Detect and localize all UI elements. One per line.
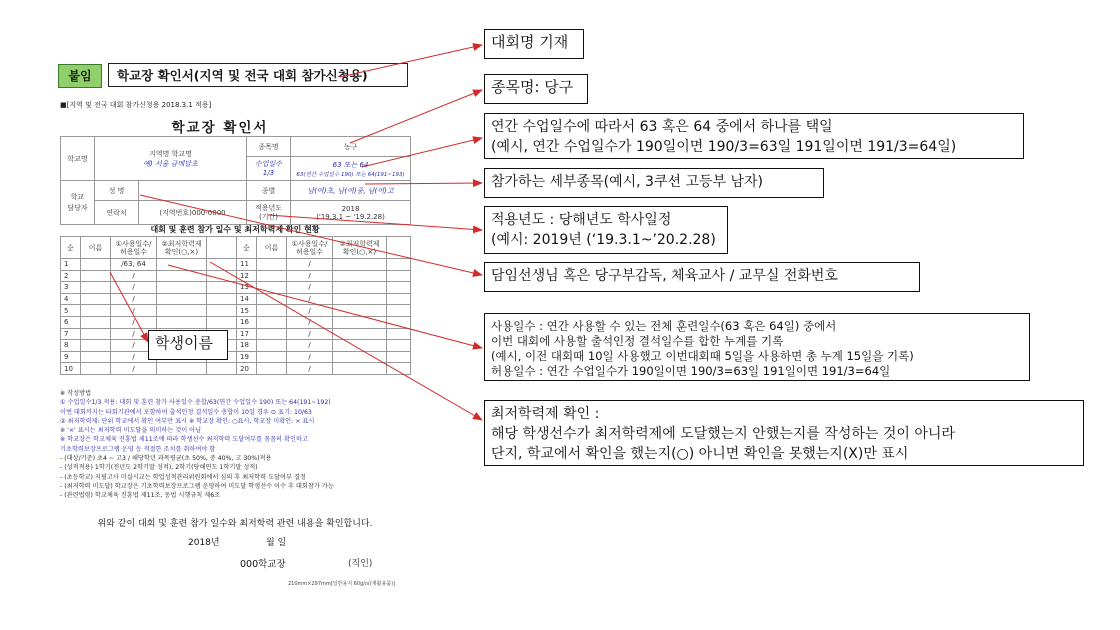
principal-name: 000학교장 bbox=[240, 559, 286, 570]
row-no: 8 bbox=[61, 340, 81, 352]
row-days[interactable]: / bbox=[111, 305, 157, 317]
event-label: 종목명 bbox=[247, 137, 291, 157]
row-no: 4 bbox=[61, 293, 81, 305]
row-days[interactable]: / bbox=[287, 270, 333, 282]
row-days[interactable]: / bbox=[111, 293, 157, 305]
row-no: 10 bbox=[61, 363, 81, 375]
annotation-text: 이번 대회에 사용할 출석인정 결석일수를 합한 누계를 기록 bbox=[491, 334, 784, 348]
row-days[interactable]: / bbox=[287, 328, 333, 340]
event-value: 농구 bbox=[291, 137, 411, 157]
reference-line: ■[지역 및 전국 대회 참가신청용 2018.3.1 적용] bbox=[60, 101, 212, 109]
annotation-text: 참가하는 세부종목(예시, 3쿠션 고등부 남자) bbox=[491, 174, 763, 190]
days-value: 63 또는 64 bbox=[332, 160, 369, 169]
row-days[interactable]: / bbox=[287, 351, 333, 363]
annotation-text: 단지, 학교에서 확인을 했는지(○) 아니면 확인을 못했는지(X)만 표시 bbox=[491, 446, 909, 462]
annotation-category bbox=[484, 168, 824, 198]
arrow-student-name bbox=[110, 272, 148, 342]
annotation-text: 사용일수 : 연간 사용할 수 있는 전체 훈련일수(63 혹은 64일) 중에서 bbox=[491, 319, 837, 333]
note-line: 이번 대회까지는 타회기관에서 포함하여 출석인정 결석일수 총합이 10일 경우 ⊙ 표기: 10/63 bbox=[60, 408, 312, 416]
confirm-text: 위와 같이 대회 및 훈련 참가 일수와 최저학력 관련 내용을 확인합니다. bbox=[97, 519, 373, 529]
row-days[interactable]: / bbox=[111, 340, 157, 352]
annotation-year bbox=[484, 206, 728, 254]
annotation-text: (예시: 2019년 (‘19.3.1~’20.2.28) bbox=[491, 232, 716, 248]
row-days[interactable]: / bbox=[111, 270, 157, 282]
col-name: 이름 bbox=[81, 237, 111, 259]
col-days: ①사용일수/ 허용일수 bbox=[111, 237, 157, 259]
arrow-event-name bbox=[340, 45, 482, 77]
note-line: - (관련법령) 학교체육 진흥법 제11조, 동법 시행규칙 제6조 bbox=[60, 492, 221, 500]
row-no: 3 bbox=[61, 282, 81, 294]
note-line: ② 최저학력제: 단위 학교에서 확인 여부만 표시 ※ 학교장 확인: ○표시, 학교장 미확인: × 표시 bbox=[60, 417, 315, 425]
note-line: - (대상/기준) 초4 ~ 고3 / 해당학년 과목평균(초 50%, 중 40%, 고 30%)적용 bbox=[60, 455, 272, 463]
row-no: 6 bbox=[61, 316, 81, 328]
manager-label: 학교 담당자 bbox=[61, 181, 95, 225]
category-label: 종별 bbox=[247, 181, 291, 201]
seal-label: (직인) bbox=[348, 559, 373, 569]
arrow-category bbox=[365, 183, 482, 184]
annotation-text: 학생이름 bbox=[155, 334, 213, 352]
section-title: 대회 및 훈련 참가 일수 및 최저학력제 확인 현황 bbox=[150, 225, 320, 234]
annotation-text: 허용일수 : 연간 수업일수가 190일이면 190/3=63일 191일이면 191/3=64일 bbox=[491, 364, 891, 378]
name-label: 성 명 bbox=[95, 181, 139, 201]
note-line: - (성적적용) 1학기(전년도 2학기말 성적), 2학기(당해연도 1학기말 성적) bbox=[60, 464, 258, 472]
year-value: 2018 bbox=[341, 204, 360, 213]
row-days[interactable]: / bbox=[287, 259, 333, 271]
days-label: 수업일수 1/3 bbox=[247, 157, 291, 181]
annotation-teacher bbox=[484, 262, 920, 292]
contact-label: 연락처 bbox=[95, 201, 139, 225]
row-days[interactable]: / bbox=[111, 282, 157, 294]
note-line: - (초등학교) 지필고사 미실시교는 학업성적관리위원회에서 심의 후 최저학력 도달여부 결정 bbox=[60, 473, 306, 481]
row-days[interactable]: / bbox=[111, 351, 157, 363]
school-example: 예) 서울 금메달초 bbox=[143, 159, 198, 168]
row-days[interactable]: / bbox=[287, 293, 333, 305]
annotation-text: 해당 학생선수가 최저학력제에 도달했는지 안했는지를 작성하는 것이 아니라 bbox=[491, 426, 955, 442]
row-days[interactable]: / bbox=[287, 282, 333, 294]
annotation-text: 대회명 기재 bbox=[491, 33, 569, 51]
row-no: 2 bbox=[61, 270, 81, 282]
arrow-days bbox=[362, 138, 482, 167]
note-line: 기초학력보장프로그램 운영 등 적절한 조치를 취하여야 함 bbox=[60, 445, 216, 453]
form-title: 학교장 확인서 bbox=[171, 120, 269, 136]
note-line: ※ 학교장은 학교체육 진흥법 제11조에 따라 학생선수 최저학력 도달여부를 꼼꼼히 확인하고 bbox=[60, 436, 308, 444]
annotation-text: 담임선생님 혹은 당구부감독, 체육교사 / 교무실 전화번호 bbox=[491, 268, 838, 284]
row-days[interactable]: /63, 64 bbox=[111, 259, 157, 271]
year-period: ('19.3.1 ~ '19.2.28) bbox=[316, 212, 385, 221]
col-academic: ②최저학력제 확인(○,×) bbox=[157, 237, 207, 259]
row-no: 1 bbox=[61, 259, 81, 271]
arrow-teacher bbox=[140, 195, 482, 275]
col-days-right: ①사용일수/ 허용일수 bbox=[287, 237, 333, 259]
year-label: 적용년도 (기간) bbox=[247, 201, 291, 225]
arrow-year bbox=[268, 212, 482, 230]
row-no: 18 bbox=[237, 340, 257, 352]
note-line: ① 수업일수1/3 적용: 대회 및 훈련 참가 사용일수 총합/63(연간 수업일수 190) 또는 64(191~192) bbox=[60, 399, 331, 407]
note-line: ※ 작성방법 bbox=[60, 390, 92, 397]
row-days[interactable]: / bbox=[287, 363, 333, 375]
note-line: ※ '×' 표시는 최저학력 미도달을 의미하는 것이 아님 bbox=[60, 427, 202, 435]
paper-footer: 210mm×297mm[일반용지 60g/㎡(재활용품)] bbox=[288, 581, 396, 587]
col-no-right: 순 bbox=[237, 237, 257, 259]
annotation-text: (예시, 이전 대회때 10일 사용했고 이번대회때 5일을 사용하면 총 누계 15일을 기록) bbox=[491, 349, 914, 363]
annotation-sport bbox=[484, 74, 588, 104]
col-academic-right: ②최저학력제 확인(○,×) bbox=[333, 237, 387, 259]
date-month-day: 월 일 bbox=[266, 538, 287, 548]
arrow-sport bbox=[350, 90, 482, 143]
row-no: 9 bbox=[61, 351, 81, 363]
annotation-text: 적용년도 : 당해년도 학사일정 bbox=[491, 212, 672, 228]
row-days[interactable]: / bbox=[287, 340, 333, 352]
annotation-text: 종목명: 당구 bbox=[491, 78, 574, 96]
row-no: 13 bbox=[237, 282, 257, 294]
school-label: 학교명 bbox=[61, 137, 95, 181]
contact-value[interactable]: (지역번호)000-0000 bbox=[139, 201, 247, 225]
row-days[interactable]: / bbox=[111, 316, 157, 328]
arrow-academic bbox=[210, 262, 482, 420]
row-days[interactable]: / bbox=[287, 305, 333, 317]
row-no: 12 bbox=[237, 270, 257, 282]
row-days[interactable]: / bbox=[111, 328, 157, 340]
date-year: 2018년 bbox=[188, 538, 220, 548]
category-value: 남(여)초, 남(여)중, 남(여)고 bbox=[291, 181, 411, 201]
row-days[interactable]: / bbox=[111, 363, 157, 375]
attachment-tag: 붙임 bbox=[58, 64, 102, 88]
row-no: 20 bbox=[237, 363, 257, 375]
row-no: 16 bbox=[237, 316, 257, 328]
school-name: 지역명 학교명 bbox=[149, 149, 192, 158]
row-no: 17 bbox=[237, 328, 257, 340]
row-no: 7 bbox=[61, 328, 81, 340]
document-title: 학교장 확인서(지역 및 전국 대회 참가신청용) bbox=[108, 63, 408, 87]
days-note: 63(연간 수업일수 190) 또는 64(191~193) bbox=[296, 171, 405, 178]
note-line: - (최저학력 미도달) 학교장은 기초학력보장프로그램 운영하여 미도달 학생선수 이수 후 대회참가 가능 bbox=[60, 482, 334, 490]
annotation-event-name bbox=[484, 29, 584, 59]
col-no: 순 bbox=[61, 237, 81, 259]
row-days[interactable]: / bbox=[287, 316, 333, 328]
annotation-text: 최저학력제 확인 : bbox=[491, 406, 600, 422]
annotation-academic bbox=[484, 400, 1084, 466]
row-no: 19 bbox=[237, 351, 257, 363]
row-no: 5 bbox=[61, 305, 81, 317]
row-no: 15 bbox=[237, 305, 257, 317]
row-no: 11 bbox=[237, 259, 257, 271]
annotation-student-name bbox=[148, 330, 228, 360]
row-no: 14 bbox=[237, 293, 257, 305]
annotation-text: (예시, 연간 수업일수가 190일이면 190/3=63일 191일이면 191/3=64일) bbox=[491, 139, 957, 155]
annotation-days bbox=[484, 113, 1024, 159]
annotation-used-days bbox=[484, 313, 1030, 381]
col-name-right: 이름 bbox=[257, 237, 287, 259]
annotation-text: 연간 수업일수에 따라서 63 혹은 64 중에서 하나를 택일 bbox=[491, 119, 833, 135]
